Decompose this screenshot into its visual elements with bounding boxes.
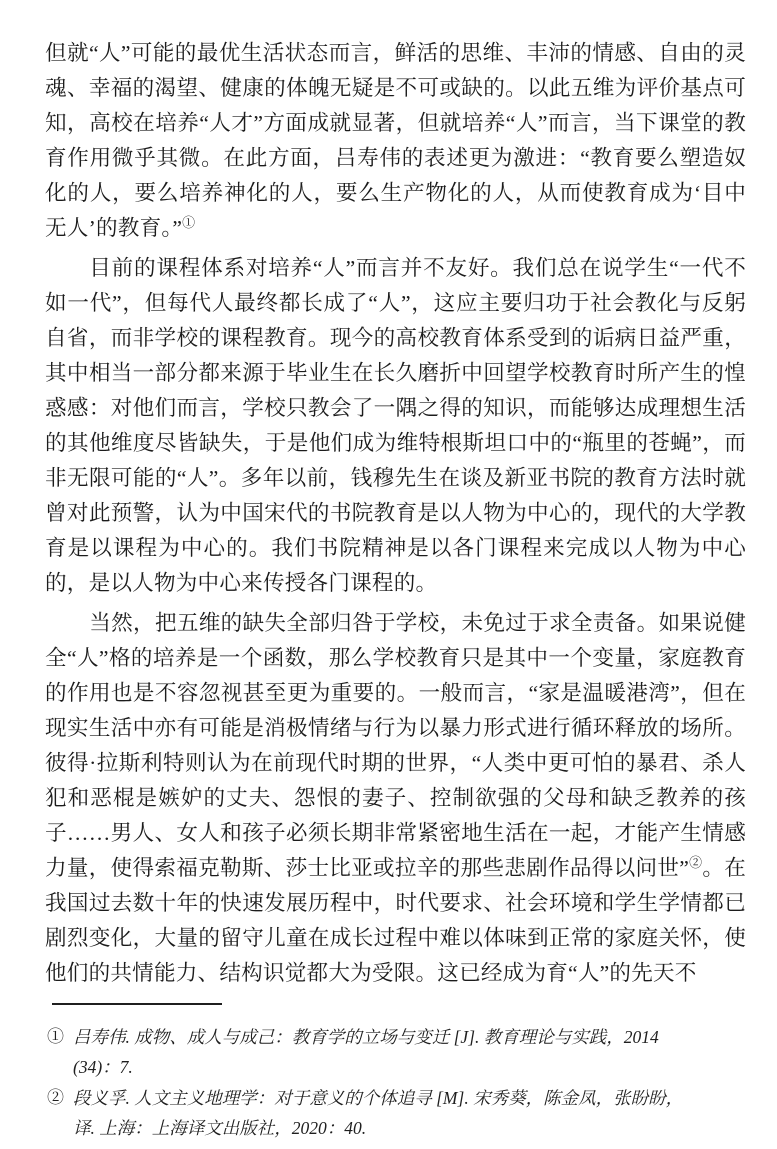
footnote-line: 译. 上海：上海译文出版社，2020：40. xyxy=(73,1118,367,1138)
paragraph-text: 。在我国过去数十年的快速发展历程中，时代要求、社会环境和学生学情都已剧烈变化，大量的留守儿童在成长过程中难以体味到正常的家庭关怀，使他们的共情能力、结构识觉都大为受限。这已经成为育“人”的先天不 xyxy=(45,856,746,985)
footnote-line: 吕寿伟. 成物、成人与成己：教育学的立场与变迁 [J]. 教育理论与实践，2014 xyxy=(73,1027,659,1047)
footnote-item xyxy=(45,1083,746,1143)
footnote-divider xyxy=(52,1003,222,1005)
paragraph xyxy=(45,606,746,991)
paragraph-text: 当然，把五维的缺失全部归咎于学校，未免过于求全责备。如果说健全“人”格的培养是一个函数，那么学校教育只是其中一个变量，家庭教育的作用也是不容忽视甚至更为重要的。一般而言，“家是温暖港湾”，但在现实生活中亦有可能是消极情绪与行为以暴力形式进行循环释放的场所。彼得·拉斯利特则认为在前现代时期的世界，“人类中更可怕的暴君、杀人犯和恶棍是嫉妒的丈夫、怨恨的妻子、控制欲强的父母和缺乏教养的孩子……男人、女人和孩子必须长期非常紧密地生活在一起，才能产生情感力量，使得索福克勒斯、莎士比亚或拉辛的那些悲剧作品得以问世” xyxy=(45,611,746,880)
footnote-marker: ① xyxy=(47,1027,64,1046)
footnote-ref: ② xyxy=(689,854,703,870)
footnote-line: (34)：7. xyxy=(73,1057,133,1077)
paragraph-text: 目前的课程体系对培养“人”而言并不友好。我们总在说学生“一代不如一代”，但每代人最终都长成了“人”，这应主要归功于社会教化与反躬自省，而非学校的课程教育。现今的高校教育体系受到的诟病日益严重，其中相当一部分都来源于毕业生在长久磨折中回望学校教育时所产生的惶惑感：对他们而言，学校只教会了一隅之得的知识，而能够达成理想生活的其他维度尽皆缺失，于是他们成为维特根斯坦口中的“瓶里的苍蝇”，而非无限可能的“人”。多年以前，钱穆先生在谈及新亚书院的教育方法时就曾对此预警，认为中国宋代的书院教育是以人物为中心的，现代的大学教育是以课程为中心的。我们书院精神是以各门课程来完成以人物为中心的，是以人物为中心来传授各门课程的。 xyxy=(45,256,746,595)
footnote-ref: ① xyxy=(182,214,196,230)
footnote-marker: ② xyxy=(47,1088,64,1107)
body-text xyxy=(45,36,746,991)
footnote-text xyxy=(73,1083,746,1143)
paragraph xyxy=(45,36,746,246)
paragraph-text: 但就“人”可能的最优生活状态而言，鲜活的思维、丰沛的情感、自由的灵魂、幸福的渴望、健康的体魄无疑是不可或缺的。以此五维为评价基点可知，高校在培养“人才”方面成就显著，但就培养“人”而言，当下课堂的教育作用微乎其微。在此方面，吕寿伟的表述更为激进：“教育要么塑造奴化的人，要么培养神化的人，要么生产物化的人，从而使教育成为‘目中无人’的教育。” xyxy=(45,41,746,240)
paragraph xyxy=(45,251,746,601)
footnote-text xyxy=(73,1022,746,1082)
footnote-item xyxy=(45,1022,746,1082)
footnotes-section xyxy=(45,1022,746,1143)
footnote-line: 段义孚. 人文主义地理学：对于意义的个体追寻 [M]. 宋秀葵，陈金凤，张盼盼， xyxy=(73,1088,684,1108)
